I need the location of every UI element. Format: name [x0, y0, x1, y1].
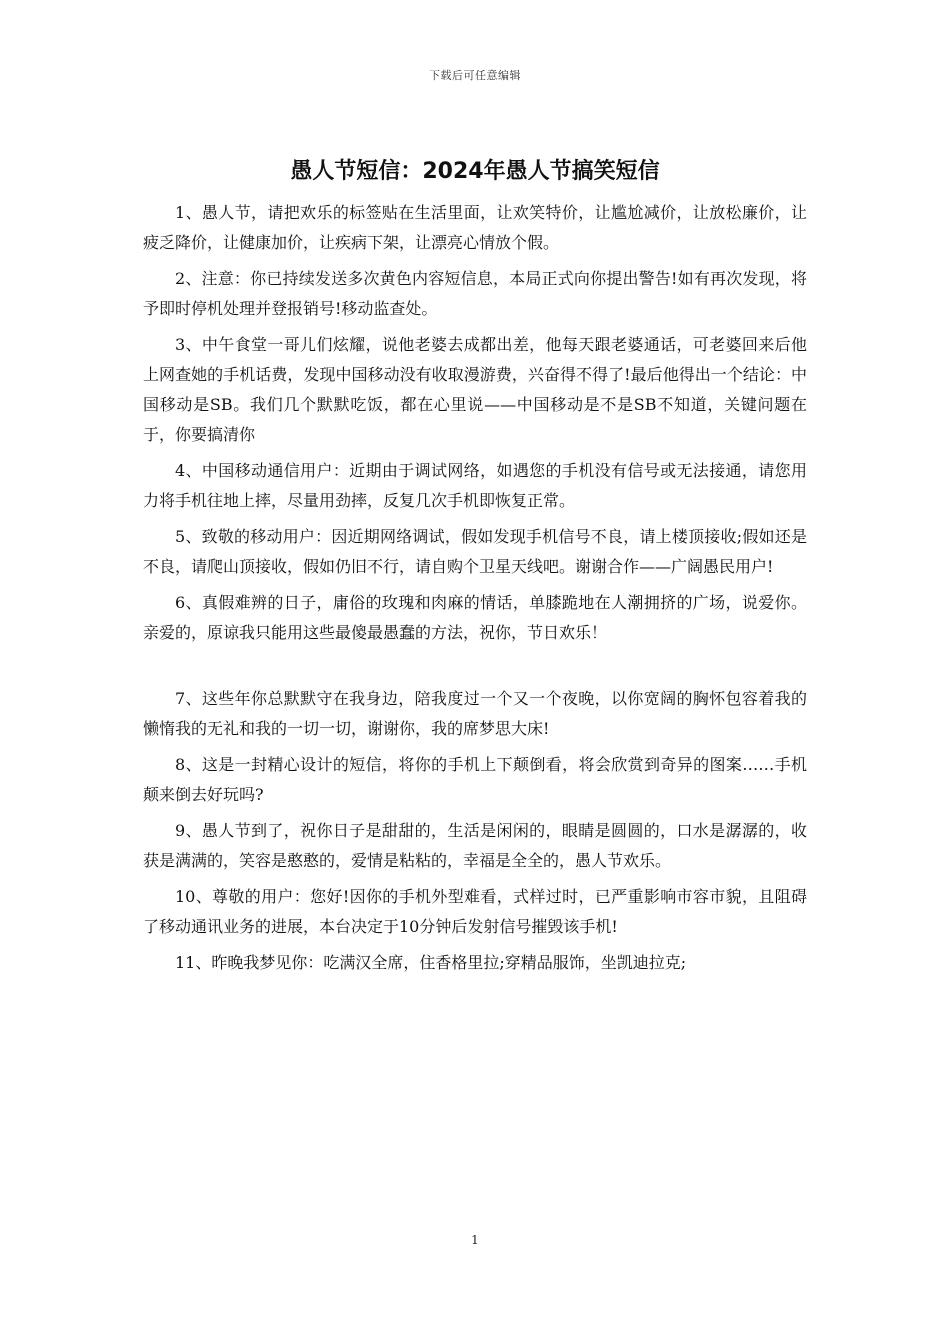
- paragraph-3: 3、中午食堂一哥儿们炫耀，说他老婆去成都出差，他每天跟老婆通话，可老婆回来后他上网查她的手机话费，发现中国移动没有收取漫游费，兴奋得不得了!最后他得出一个结论：中国移动是SB。我们几个默默吃饭，都在心里说——中国移动是不是SB不知道，关键问题在于，你要搞清你: [143, 335, 807, 444]
- paragraph-5: 5、致敬的移动用户：因近期网络调试，假如发现手机信号不良，请上楼顶接收;假如还是不良，请爬山顶接收，假如仍旧不行，请自购个卫星天线吧。谢谢合作——广阔愚民用户!: [143, 527, 807, 576]
- paragraph-7: 7、这些年你总默默守在我身边，陪我度过一个又一个夜晚，以你宽阔的胸怀包容着我的懒惰我的无礼和我的一切一切，谢谢你，我的席梦思大床!: [143, 689, 807, 738]
- page-number: 1: [471, 1233, 479, 1247]
- paragraph-10: 10、尊敬的用户：您好!因你的手机外型难看，式样过时，已严重影响市容市貌，且阻碍了移动通讯业务的进展，本台决定于10分钟后发射信号摧毁该手机!: [143, 887, 807, 936]
- document-title: 愚人节短信：2024年愚人节搞笑短信: [290, 159, 660, 184]
- paragraph-4: 4、中国移动通信用户：近期由于调试网络，如遇您的手机没有信号或无法接通，请您用力将手机往地上摔，尽量用劲摔，反复几次手机即恢复正常。: [143, 461, 807, 510]
- paragraph-6: 6、真假难辨的日子，庸俗的玫瑰和肉麻的情话，单膝跪地在人潮拥挤的广场，说爱你。亲爱的，原谅我只能用这些最傻最愚蠢的方法，祝你，节日欢乐！: [143, 593, 807, 642]
- paragraph-9: 9、愚人节到了，祝你日子是甜甜的，生活是闲闲的，眼睛是圆圆的，口水是潺潺的，收获是满满的，笑容是憨憨的，爱情是粘粘的，幸福是全全的，愚人节欢乐。: [143, 821, 807, 870]
- paragraph-8: 8、这是一封精心设计的短信，将你的手机上下颠倒看，将会欣赏到奇异的图案……手机颠来倒去好玩吗?: [143, 755, 807, 804]
- paragraph-11: 11、昨晚我梦见你：吃满汉全席，住香格里拉;穿精品服饰，坐凯迪拉克;: [175, 953, 687, 972]
- paragraph-1: 1、愚人节，请把欢乐的标签贴在生活里面，让欢笑特价，让尴尬减价，让放松廉价，让疲乏降价，让健康加价，让疾病下架，让漂亮心情放个假。: [143, 203, 807, 252]
- document-body: [143, 198, 807, 984]
- paragraph-2: 2、注意：你已持续发送多次黄色内容短信息，本局正式向你提出警告!如有再次发现，将予即时停机处理并登报销号!移动监查处。: [143, 269, 807, 318]
- header-note: 下载后可任意编辑: [429, 69, 521, 82]
